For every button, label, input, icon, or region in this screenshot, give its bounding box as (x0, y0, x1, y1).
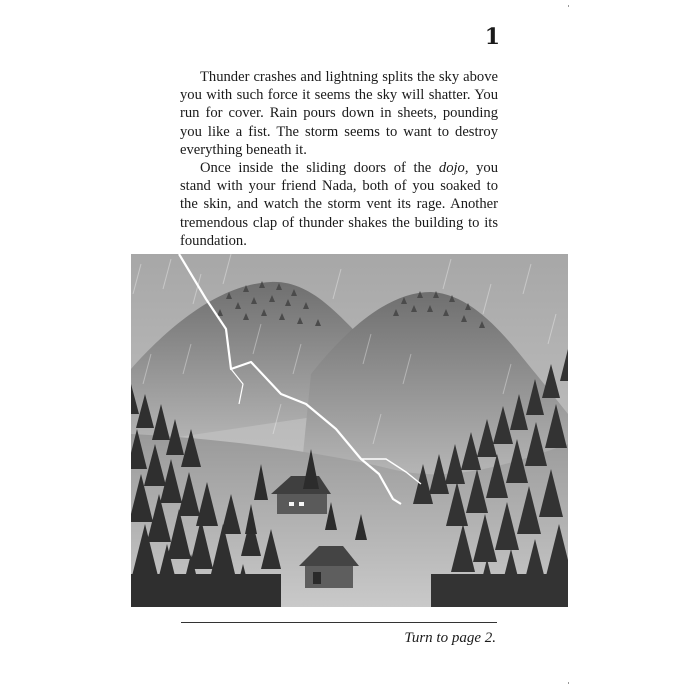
storm-illustration (131, 254, 568, 607)
paragraph-2-italic-word: dojo (438, 160, 465, 177)
footer-divider (181, 622, 497, 623)
turn-to-page-instruction: Turn to page 2. (404, 630, 496, 646)
margin-mark-bottom (568, 682, 569, 684)
paragraph-2 (180, 159, 498, 250)
paragraph-1-text: Thunder crashes and lightning splits the sky above you with such force it seems the sky will shatter. You run for cover. Rain pours down in sheets, pounding you like a fist. The storm seems to want to destroy everything beneath it. (180, 69, 498, 158)
paragraph-1 (180, 68, 498, 159)
paragraph-2-text-b: , you stand with your friend Nada, both of you soaked to the skin, and watch the storm vent its rage. Another tremendous clap of thunder shakes the building to its foundation. (180, 160, 499, 249)
page-number: 1 (484, 24, 500, 50)
story-text (180, 68, 498, 250)
margin-mark-top (568, 5, 569, 7)
paragraph-2-text-a: Once inside the sliding doors of the (200, 160, 439, 177)
